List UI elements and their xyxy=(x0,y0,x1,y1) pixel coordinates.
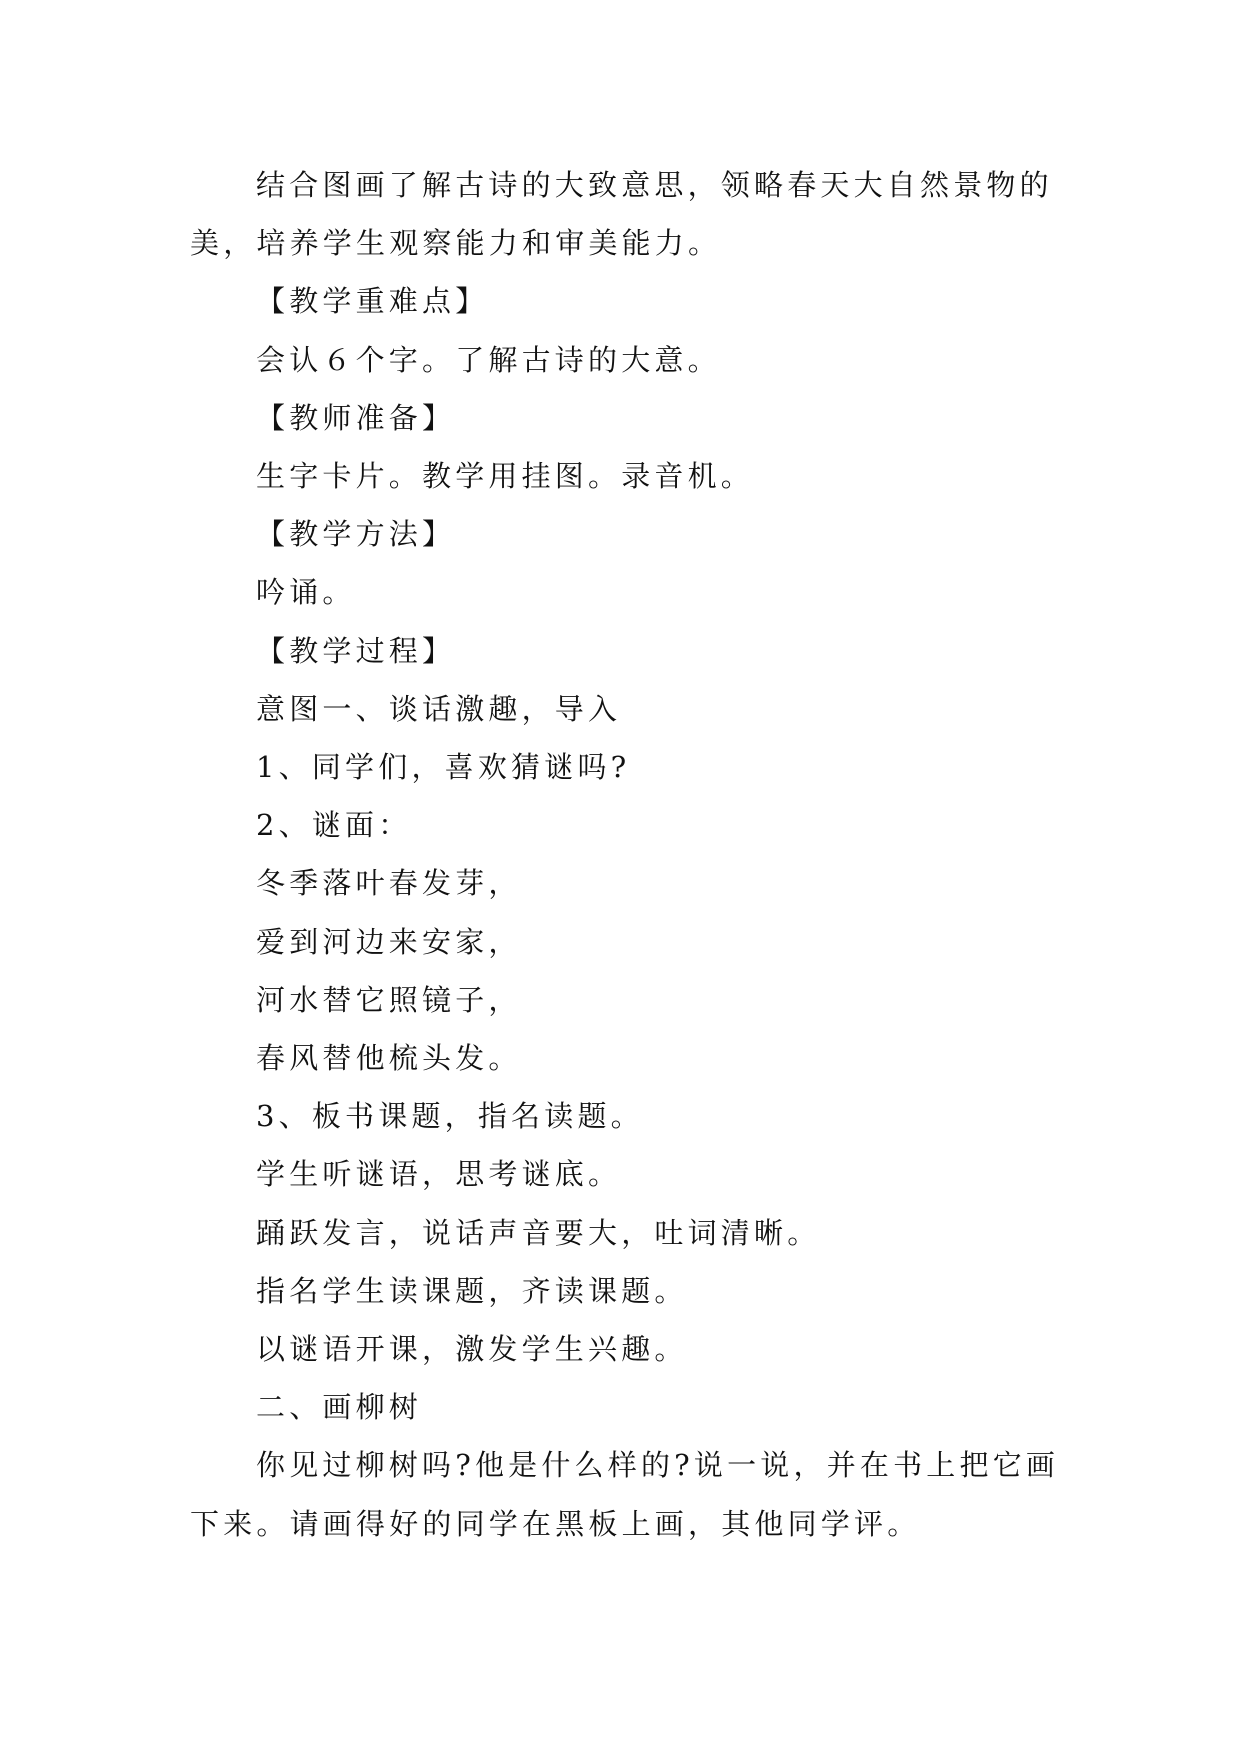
list-item: 2、谜面： xyxy=(256,808,412,843)
paragraph: 以谜语开课，激发学生兴趣。 xyxy=(256,1332,688,1367)
heading-teaching-process: 【教学过程】 xyxy=(256,633,456,668)
riddle-line: 河水替它照镜子， xyxy=(256,982,522,1017)
list-item: 1、同学们，喜欢猜谜吗? xyxy=(256,750,631,785)
paragraph-teacher-preparation: 生字卡片。教学用挂图。录音机。 xyxy=(256,459,755,494)
riddle-line: 冬季落叶春发芽， xyxy=(256,866,522,901)
heading-teaching-method: 【教学方法】 xyxy=(256,517,456,552)
paragraph-teaching-method: 吟诵。 xyxy=(256,575,356,610)
paragraph: 学生听谜语，思考谜底。 xyxy=(256,1157,622,1192)
riddle-line: 春风替他梳头发。 xyxy=(256,1041,522,1076)
paragraph-key-difficulties: 会认６个字。了解古诗的大意。 xyxy=(256,342,721,377)
paragraph: 你见过柳树吗?他是什么样的?说一说，并在书上把它画下来。请画得好的同学在黑板上画，其他同学评。 xyxy=(190,1448,1060,1541)
paragraph-objective: 结合图画了解古诗的大致意思，领略春天大自然景物的美，培养学生观察能力和审美能力。 xyxy=(190,168,1053,261)
list-item: 3、板书课题，指名读题。 xyxy=(256,1099,644,1134)
section-intro: 意图一、谈话激趣，导入 xyxy=(256,691,622,726)
riddle-line: 爱到河边来安家， xyxy=(256,924,522,959)
heading-teacher-preparation: 【教师准备】 xyxy=(256,400,456,435)
heading-key-difficulties: 【教学重难点】 xyxy=(256,284,489,319)
paragraph: 指名学生读课题，齐读课题。 xyxy=(256,1273,688,1308)
section-draw-willow: 二、画柳树 xyxy=(256,1390,423,1425)
document-body xyxy=(190,156,1070,1553)
paragraph: 踊跃发言，说话声音要大，吐词清晰。 xyxy=(256,1215,821,1250)
